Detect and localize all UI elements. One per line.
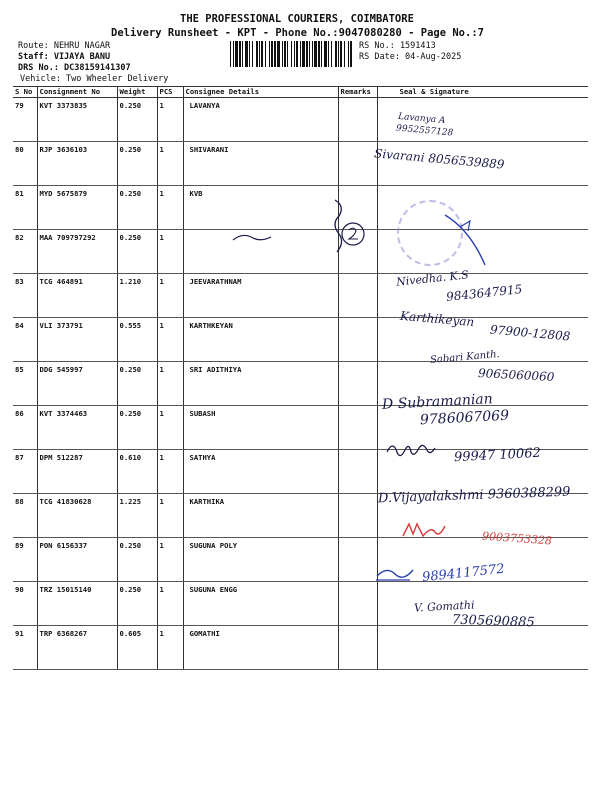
cell-sno: 88: [13, 494, 37, 538]
signature-86-name: D Subramanian: [381, 391, 494, 413]
signature-79-name: Lavanya A: [397, 111, 446, 127]
cell-weight: 0.250: [117, 230, 157, 274]
cell-weight: 0.250: [117, 186, 157, 230]
cell-sno: 82: [13, 230, 37, 274]
cell-pcs: 1: [157, 274, 183, 318]
cell-pcs: 1: [157, 538, 183, 582]
signature-86-phone: 9786067069: [419, 407, 510, 429]
barcode-bar: [269, 41, 270, 67]
signature-90-phone: 9894117572: [421, 561, 506, 586]
cell-consignment: DPM 512287: [37, 450, 117, 494]
cell-consignment: MAA 709797292: [37, 230, 117, 274]
signature-91-name: V. Gomathi: [413, 598, 475, 615]
cell-sno: 79: [13, 98, 37, 142]
cell-remarks: [338, 362, 377, 406]
signature-83-name: Nivedha. K.S: [395, 268, 470, 289]
cell-consignment: TRP 6368267: [37, 626, 117, 670]
barcode-bar: [312, 41, 313, 67]
signature-85-name: Sabari Kanth.: [429, 348, 501, 367]
barcode-bar: [233, 41, 234, 67]
cell-consignment: DDG 545997: [37, 362, 117, 406]
arrow-mark-82: [440, 205, 500, 275]
signature-90-scrawl: [374, 562, 424, 584]
barcode-bar: [259, 41, 260, 67]
barcode-bar: [277, 41, 280, 67]
col-signature: Seal & Signature: [377, 87, 588, 98]
cell-weight: 0.555: [117, 318, 157, 362]
cell-remarks: [338, 98, 377, 142]
cell-remarks: [338, 582, 377, 626]
barcode-bar: [302, 41, 305, 67]
cell-consignment: TCG 41830628: [37, 494, 117, 538]
col-consignment: Consignment No: [37, 87, 117, 98]
signature-84-name: Karthikeyan: [399, 308, 475, 330]
staff-text: Staff: VIJAYA BANU: [18, 52, 111, 62]
barcode-bar: [300, 41, 301, 67]
barcode-bar: [230, 41, 231, 67]
col-weight: Weight: [117, 87, 157, 98]
cell-remarks: [338, 142, 377, 186]
barcode-bar: [350, 41, 352, 67]
cell-signature: [377, 626, 588, 670]
cell-consignment: RJP 3636103: [37, 142, 117, 186]
cell-pcs: 1: [157, 362, 183, 406]
cell-pcs: 1: [157, 406, 183, 450]
signature-87-phone: 99947 10062: [453, 445, 542, 466]
cell-sno: 84: [13, 318, 37, 362]
cell-consignee: KVB: [183, 186, 338, 230]
signature-91-phone: 7305690885: [451, 612, 535, 631]
barcode-bar: [314, 41, 317, 67]
cell-pcs: 1: [157, 98, 183, 142]
cell-consignee: KARTHKEYAN: [183, 318, 338, 362]
cell-remarks: [338, 318, 377, 362]
col-pcs: PCS: [157, 87, 183, 98]
cell-sno: 81: [13, 186, 37, 230]
cell-weight: 0.250: [117, 142, 157, 186]
cell-weight: 1.225: [117, 494, 157, 538]
cell-remarks: [338, 538, 377, 582]
barcode: [230, 41, 355, 67]
pen-marks-82: [225, 192, 375, 262]
barcode-bar: [235, 41, 238, 67]
cell-consignee: GOMATHI: [183, 626, 338, 670]
cell-weight: 0.610: [117, 450, 157, 494]
signature-89-scrawl: [400, 518, 460, 542]
cell-pcs: 1: [157, 142, 183, 186]
rs-date: RS Date: 04-Aug-2025: [359, 52, 462, 62]
cell-consignment: PON 6156337: [37, 538, 117, 582]
barcode-bar: [306, 41, 308, 67]
cell-remarks: [338, 626, 377, 670]
barcode-bar: [242, 41, 243, 67]
cell-consignee: SHIVARANI: [183, 142, 338, 186]
signature-80: Sivarani 8056539889: [373, 146, 505, 172]
barcode-bar: [249, 41, 250, 67]
barcode-bar: [252, 41, 253, 67]
barcode-bar: [282, 41, 283, 67]
vehicle-text: Vehicle: Two Wheeler Delivery: [20, 74, 169, 84]
barcode-bar: [294, 41, 295, 67]
barcode-bar: [338, 41, 339, 67]
cell-consignee: JEEVARATHNAM: [183, 274, 338, 318]
route-text: Route: NEHRU NAGAR: [18, 41, 111, 51]
signature-84-phone: 97900-12808: [489, 322, 571, 344]
cell-consignee: LAVANYA: [183, 98, 338, 142]
cell-sno: 87: [13, 450, 37, 494]
cell-pcs: 1: [157, 230, 183, 274]
barcode-bar: [324, 41, 327, 67]
cell-consignment: TRZ 15015140: [37, 582, 117, 626]
barcode-bar: [265, 41, 266, 67]
barcode-bar: [296, 41, 298, 67]
barcode-bar: [256, 41, 258, 67]
cell-remarks: [338, 274, 377, 318]
cell-pcs: 1: [157, 186, 183, 230]
cell-consignee: SUGUNA POLY: [183, 538, 338, 582]
barcode-bar: [335, 41, 337, 67]
signature-88: D.Vijayalakshmi 9360388299: [377, 484, 571, 507]
barcode-bar: [291, 41, 292, 67]
signature-79-phone: 9952557128: [395, 123, 454, 139]
barcode-bar: [274, 41, 276, 67]
barcode-bar: [271, 41, 273, 67]
cell-consignee: SUGUNA ENGG: [183, 582, 338, 626]
cell-sno: 80: [13, 142, 37, 186]
barcode-bar: [245, 41, 248, 67]
cell-consignment: KVT 3373835: [37, 98, 117, 142]
cell-consignment: TCG 464891: [37, 274, 117, 318]
barcode-bar: [348, 41, 349, 67]
signature-83-phone: 9843647915: [445, 282, 523, 304]
cell-weight: 0.250: [117, 362, 157, 406]
cell-sno: 91: [13, 626, 37, 670]
table-row: [13, 98, 588, 142]
barcode-bar: [309, 41, 310, 67]
barcode-bar: [321, 41, 322, 67]
signature-87-scrawl: [384, 438, 439, 462]
cell-pcs: 1: [157, 318, 183, 362]
barcode-bar: [287, 41, 288, 67]
cell-sno: 90: [13, 582, 37, 626]
cell-weight: 0.250: [117, 98, 157, 142]
page-title: THE PROFESSIONAL COURIERS, COIMBATORE: [180, 13, 414, 25]
cell-pcs: 1: [157, 450, 183, 494]
barcode-bar: [318, 41, 320, 67]
col-sno: S No: [13, 87, 37, 98]
cell-consignee: SATHYA: [183, 450, 338, 494]
cell-sno: 89: [13, 538, 37, 582]
table-row: [13, 626, 588, 670]
cell-weight: 1.210: [117, 274, 157, 318]
cell-consignee: KARTHIKA: [183, 494, 338, 538]
cell-sno: 86: [13, 406, 37, 450]
page-subtitle: Delivery Runsheet - KPT - Phone No.:9047080280 - Page No.:7: [111, 27, 484, 39]
cell-sno: 85: [13, 362, 37, 406]
cell-remarks: [338, 406, 377, 450]
drs-text: DRS No.: DC38159141307: [18, 63, 131, 73]
cell-remarks: [338, 450, 377, 494]
cell-weight: 0.250: [117, 538, 157, 582]
signature-85-phone: 9065060060: [477, 366, 555, 384]
barcode-bar: [239, 41, 241, 67]
barcode-bar: [284, 41, 286, 67]
cell-consignment: KVT 3374463: [37, 406, 117, 450]
signature-89-phone: 9003753328: [481, 529, 553, 548]
barcode-bar: [331, 41, 332, 67]
col-remarks: Remarks: [338, 87, 377, 98]
barcode-bar: [340, 41, 342, 67]
cell-remarks: [338, 494, 377, 538]
cell-sno: 83: [13, 274, 37, 318]
cell-consignment: VLI 373791: [37, 318, 117, 362]
cell-pcs: 1: [157, 582, 183, 626]
cell-pcs: 1: [157, 626, 183, 670]
barcode-bar: [328, 41, 329, 67]
col-consignee: Consignee Details: [183, 87, 338, 98]
cell-weight: 0.250: [117, 582, 157, 626]
barcode-bar: [344, 41, 345, 67]
barcode-bar: [261, 41, 263, 67]
cell-weight: 0.250: [117, 406, 157, 450]
cell-weight: 0.605: [117, 626, 157, 670]
cell-consignment: MYD 5675879: [37, 186, 117, 230]
cell-pcs: 1: [157, 494, 183, 538]
table-header-row: [13, 87, 588, 98]
cell-consignee: SRI ADITHIYA: [183, 362, 338, 406]
cell-consignee: SUBASH: [183, 406, 338, 450]
rs-number: RS No.: 1591413: [359, 41, 436, 51]
